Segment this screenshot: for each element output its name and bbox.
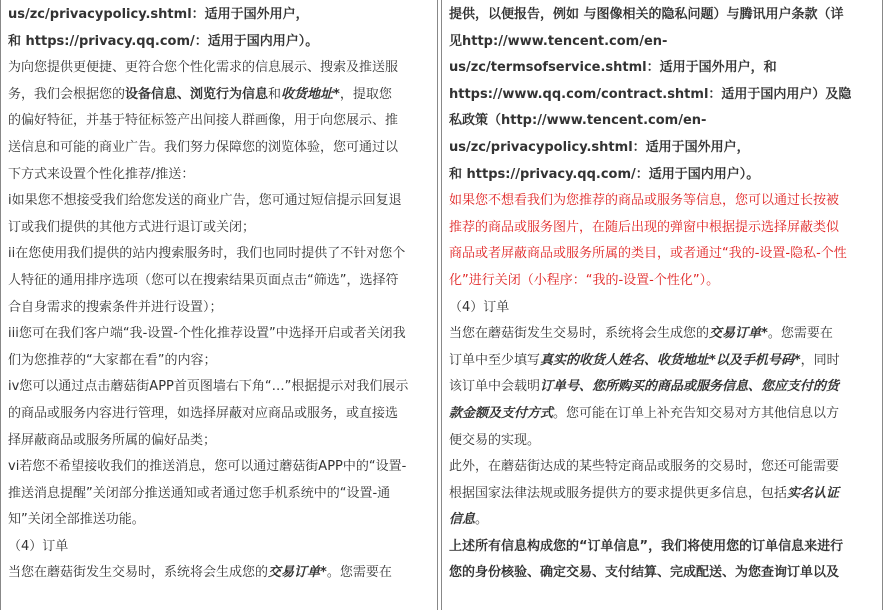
text-segment: 。 (475, 512, 489, 528)
text-line (8, 268, 436, 295)
text-segment: iii您可在我们客户端“我-设置-个性化推荐设置”中选择开启或者关闭我 (8, 326, 406, 342)
text-segment: （4）订单 (449, 299, 510, 315)
text-segment: 收货地址* (281, 86, 340, 102)
text-segment: https://www.qq.com/contract.shtml：适用于国内用户）及隐 (449, 86, 852, 102)
text-segment: 私政策（http://www.tencent.com/en- (449, 113, 707, 129)
text-segment: 当您在蘑菇街发生交易时，系统将会生成您的 (8, 565, 269, 581)
text-line (8, 135, 436, 162)
text-line (449, 82, 881, 109)
text-line (449, 268, 881, 295)
text-segment: 当您在蘑菇街发生交易时，系统将会生成您的 (449, 326, 710, 342)
text-segment: 和 (268, 86, 282, 102)
text-segment: 实名认证 (787, 485, 840, 501)
text-segment: 订单号、您所购买的商品或服务信息、您应支付的货 (540, 379, 840, 395)
table-border-right (882, 0, 883, 610)
text-line (449, 295, 881, 322)
text-segment: 便交易的实现。 (449, 432, 541, 448)
left-column-cell (8, 2, 436, 612)
text-segment: us/zc/termsofservice.shtml：适用于国外用户，和 (449, 60, 777, 76)
text-line (8, 401, 436, 428)
text-segment: 您的身份核验、确定交易、支付结算、完成配送、为您查询订单以及 (449, 565, 840, 581)
text-line (449, 348, 881, 375)
right-column-text (449, 2, 881, 587)
text-segment: 的商品或服务内容进行管理，如选择屏蔽对应商品或服务，或直接选 (8, 405, 399, 421)
text-segment: 设备信息、浏览行为信息 (125, 86, 269, 102)
text-segment: 该订单中会载明 (449, 379, 541, 395)
text-segment: ，提取您 (339, 86, 392, 102)
text-line (8, 454, 436, 481)
text-segment: 送信息和可能的商业广告。我们努力保障您的浏览体验，您可通过以 (8, 139, 399, 155)
text-segment: 订单中至少填写 (449, 352, 541, 368)
text-segment: 商品或者屏蔽商品或服务所属的类目，或者通过“我的-设置-隐私-个性 (449, 246, 847, 262)
text-segment: 交易订单* (268, 565, 327, 581)
text-segment: i如果您不想接受我们给您发送的商业广告，您可通过短信提示回复退 (8, 193, 402, 209)
text-segment: 为向您提供更便捷、更符合您个性化需求的信息展示、搜索及推送服 (8, 60, 399, 76)
text-line (8, 507, 436, 534)
text-line (449, 2, 881, 29)
text-segment: 推送消息提醒”关闭部分推送通知或者通过您手机系统中的“设置-通 (8, 485, 391, 501)
text-line (8, 428, 436, 455)
text-line (449, 507, 881, 534)
text-line (449, 135, 881, 162)
column-divider (437, 0, 438, 610)
text-line (8, 188, 436, 215)
text-line (449, 481, 881, 508)
right-column-cell (449, 2, 881, 612)
text-line (449, 55, 881, 82)
text-segment: 合自身需求的搜索条件并进行设置）； (8, 299, 223, 315)
text-line (449, 454, 881, 481)
text-segment: vi若您不希望接收我们的推送消息，您可以通过蘑菇街APP中的“设置- (8, 459, 407, 475)
text-segment: 知”关闭全部推送功能。 (8, 512, 145, 528)
text-line (449, 108, 881, 135)
text-line (8, 321, 436, 348)
text-line (8, 29, 436, 56)
text-line (449, 374, 881, 401)
text-line (8, 82, 436, 109)
text-segment: 化”进行关闭（小程序：“我的-设置-个性化”）。 (449, 272, 720, 288)
text-segment: 和 https://privacy.qq.com/：适用于国内用户）。 (8, 33, 319, 49)
text-line (449, 188, 881, 215)
text-segment: iv您可以通过点击蘑菇街APP首页图墙右下角“…”根据提示对我们展示 (8, 379, 409, 395)
text-line (449, 241, 881, 268)
text-segment: 订或我们提供的其他方式进行退订或关闭； (8, 219, 256, 235)
text-segment: 和 https://privacy.qq.com/：适用于国内用户）。 (449, 166, 760, 182)
text-line (449, 560, 881, 587)
text-segment: 的偏好特征，并基于特征标签产出间接人群画像，用于向您展示、推 (8, 113, 399, 129)
text-line (449, 215, 881, 242)
text-line (8, 481, 436, 508)
text-segment: 择屏蔽商品或服务所属的偏好品类； (8, 432, 217, 448)
text-line (8, 215, 436, 242)
text-segment: us/zc/privacypolicy.shtml：适用于国外用户， (8, 7, 309, 22)
text-segment: ，同时 (800, 352, 840, 368)
text-segment: 根据国家法律法规或服务提供方的要求提供更多信息，包括 (449, 485, 788, 501)
text-segment: 推荐的商品或服务图片，在随后出现的弹窗中根据提示选择屏蔽类似 (449, 219, 840, 235)
text-segment: 真实的收货人姓名、收货地址*以及手机号码* (540, 352, 801, 368)
text-line (8, 560, 436, 587)
text-segment: 上述所有信息构成您的“订单信息”，我们将使用您的订单信息来进行 (449, 538, 844, 554)
text-line (8, 534, 436, 561)
text-line (8, 55, 436, 82)
text-segment: （4）订单 (8, 538, 69, 554)
text-segment: 务，我们会根据您的 (8, 86, 126, 102)
text-segment: 信息 (449, 512, 476, 528)
text-line (8, 374, 436, 401)
text-line (449, 534, 881, 561)
text-line (449, 162, 881, 189)
text-line (449, 428, 881, 455)
text-line (8, 295, 436, 322)
text-segment: 此外，在蘑菇街达成的某些特定商品或服务的交易时，您还可能需要 (449, 459, 840, 475)
text-segment: 如果您不想看我们为您推荐的商品或服务等信息，您可以通过长按被 (449, 193, 840, 209)
text-segment: 们为您推荐的“大家都在看”的内容； (8, 352, 217, 368)
column-divider-inner (441, 0, 442, 610)
text-line (8, 348, 436, 375)
text-line (449, 321, 881, 348)
text-line (449, 29, 881, 56)
left-column-text (8, 2, 436, 587)
text-line (8, 108, 436, 135)
text-segment: us/zc/privacypolicy.shtml：适用于国外用户， (449, 139, 750, 155)
text-segment: 。您可能在订单上补充告知交易对方其他信息以方 (553, 405, 840, 421)
text-segment: 下方式来设置个性化推荐/推送： (8, 166, 195, 182)
text-segment: 。您需要在 (326, 565, 392, 581)
text-segment: 提供，以便报告，例如 与图像相关的隐私问题）与腾讯用户条款（详 (449, 7, 844, 22)
text-line (8, 241, 436, 268)
text-segment: 。您需要在 (767, 326, 833, 342)
text-segment: 见http://www.tencent.com/en- (449, 33, 668, 49)
text-segment: ii在您使用我们提供的站内搜索服务时，我们也同时提供了不针对您个 (8, 246, 406, 262)
text-line (8, 2, 436, 29)
text-line (8, 162, 436, 189)
text-segment: 交易订单* (709, 326, 768, 342)
text-segment: 款金额及支付方式 (449, 405, 554, 421)
text-line (449, 401, 881, 428)
table-border-left (0, 0, 1, 610)
text-segment: 人特征的通用排序选项（您可以在搜索结果页面点击“筛选”，选择符 (8, 272, 399, 288)
